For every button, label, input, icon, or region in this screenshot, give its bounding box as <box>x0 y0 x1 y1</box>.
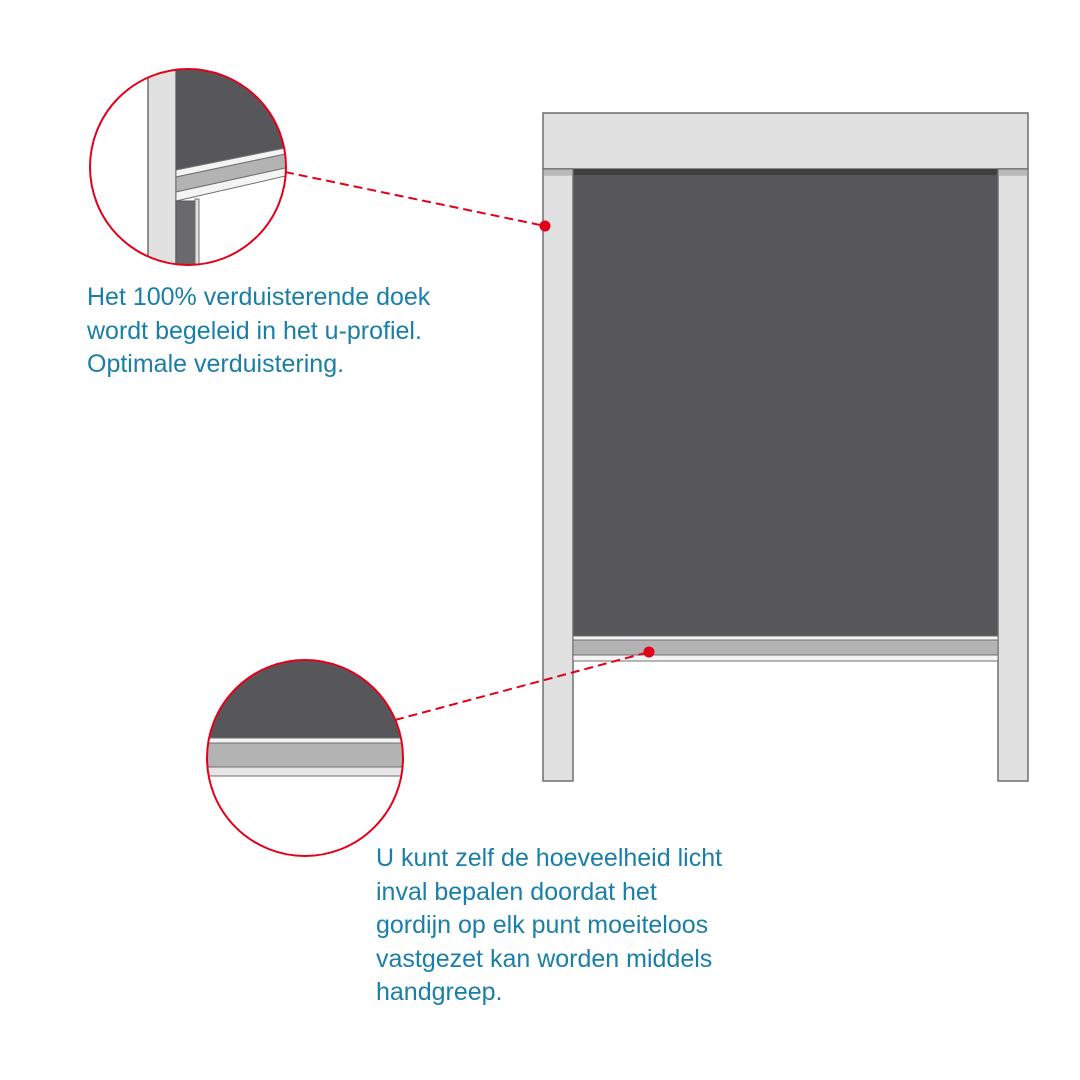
u-profile-caption <box>87 281 430 382</box>
caption-line: wordt begeleid in het u-profiel. <box>87 316 422 345</box>
caption-line: U kunt zelf de hoeveelheid licht <box>376 844 723 872</box>
handle-bar <box>573 636 998 661</box>
right-rail-cap <box>999 170 1028 176</box>
caption-line: Het 100% verduisterende doek <box>87 283 431 311</box>
fabric-roll-shadow <box>573 169 998 175</box>
cassette-box <box>543 113 1028 169</box>
left-guide-rail <box>543 169 573 781</box>
left-rail-cap <box>544 170 573 176</box>
blind-assembly <box>543 113 1028 781</box>
u-profile-marker-dot <box>540 221 551 232</box>
u-profile-leader-line <box>285 172 545 226</box>
caption-line: inval bepalen doordat het <box>376 877 657 906</box>
handle-caption <box>376 842 722 1010</box>
caption-line: vastgezet kan worden middels <box>376 944 713 973</box>
blackout-fabric <box>573 169 998 636</box>
caption-line: gordijn op elk punt moeiteloos <box>376 911 709 939</box>
right-guide-rail <box>998 169 1028 781</box>
caption-line: Optimale verduistering. <box>87 350 345 378</box>
handle-leader-line <box>395 652 649 720</box>
handle-detail-zoom <box>205 658 405 858</box>
handle-marker-dot <box>644 647 655 658</box>
u-profile-detail-zoom <box>88 60 290 271</box>
caption-line: handgreep. <box>376 978 503 1006</box>
